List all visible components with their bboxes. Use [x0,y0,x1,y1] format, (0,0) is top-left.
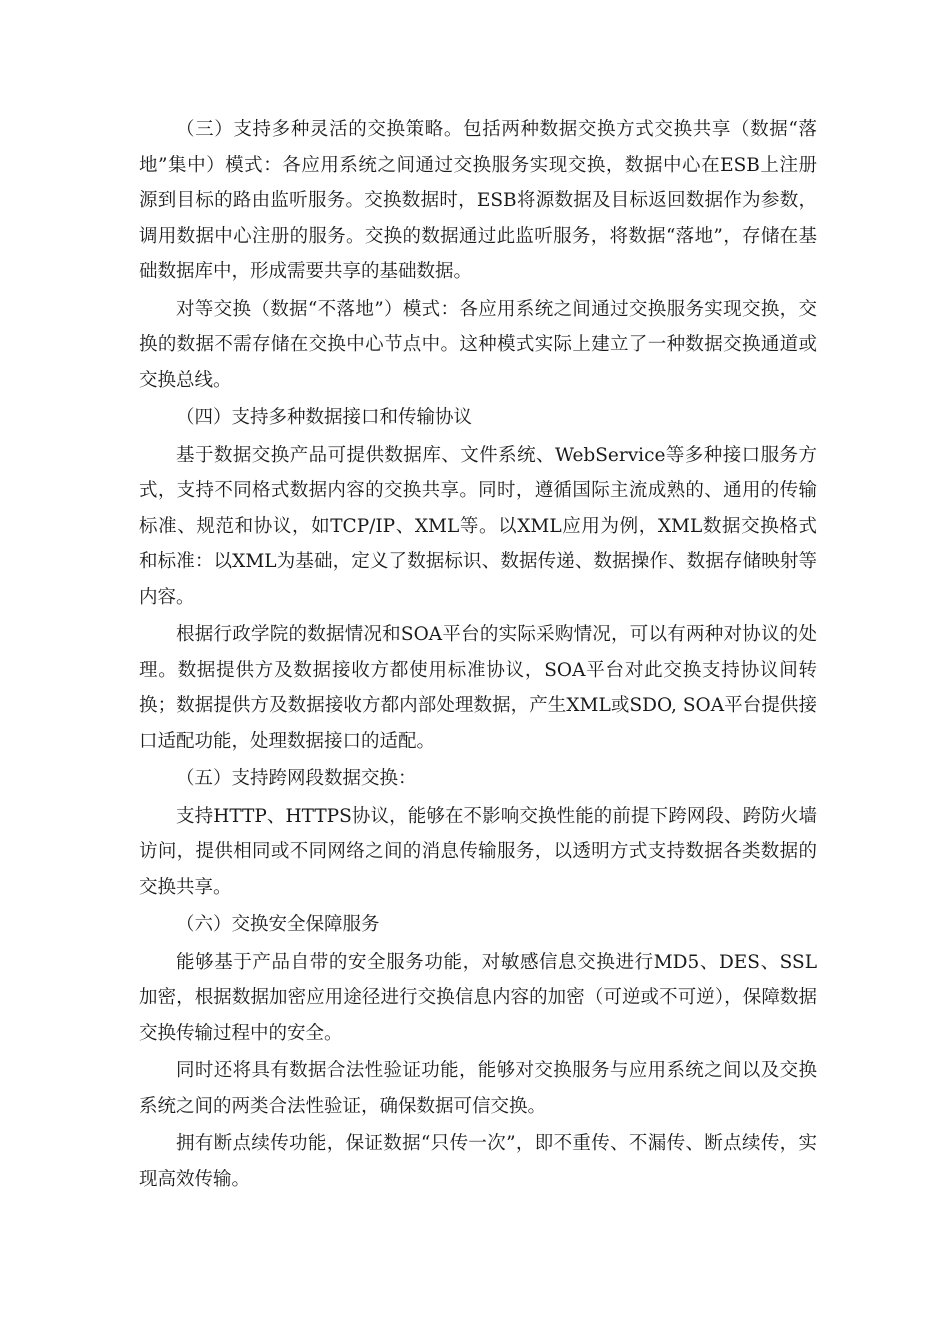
section-heading-security: （六）交换安全保障服务 [176,914,380,935]
section-heading-interfaces: （四）支持多种数据接口和传输协议 [176,407,473,428]
section-heading-cross-network: （五）支持跨网段数据交换： [176,768,417,789]
paragraph-exchange-strategy: （三）支持多种灵活的交换策略。包括两种数据交换方式交换共享（数据“落地”集中）模式：各应用系统之间通过交换服务实现交换，数据中心在ESB上注册源到目标的路由监听服务。交换数据时，ESB将源数据及目标返回数据作为参数，调用数据中心注册的服务。交换的数据通过此监听服务，将数据“落地”，存储在基础数据库中，形成需要共享的基础数据。 [139,119,817,282]
paragraph-resume-transfer: 拥有断点续传功能，保证数据“只传一次”，即不重传、不漏传、断点续传，实现高效传输。 [139,1133,817,1190]
paragraph-encryption: 能够基于产品自带的安全服务功能，对敏感信息交换进行MD5、DES、SSL加密，根据数据加密应用途径进行交换信息内容的加密（可逆或不可逆），保障数据交换传输过程中的安全。 [139,951,817,1044]
paragraph-peer-exchange: 对等交换（数据“不落地”）模式：各应用系统之间通过交换服务实现交换，交换的数据不需存储在交换中心节点中。这种模式实际上建立了一种数据交换通道或交换总线。 [139,298,817,391]
paragraph-protocol-handling: 根据行政学院的数据情况和SOA平台的实际采购情况，可以有两种对协议的处理。数据提供方及数据接收方都使用标准协议，SOA平台对此交换支持协议间转换；数据提供方及数据接收方都内部处理数据，产生XML或SDO, SOA平台提供接口适配功能，处理数据接口的适配。 [139,624,817,752]
paragraph-cross-network: 支持HTTP、HTTPS协议，能够在不影响交换性能的前提下跨网段、跨防火墙访问，提供相同或不同网络之间的消息传输服务，以透明方式支持数据各类数据的交换共享。 [139,805,817,898]
paragraph-interfaces: 基于数据交换产品可提供数据库、文件系统、WebService等多种接口服务方式，支持不同格式数据内容的交换共享。同时，遵循国际主流成熟的、通用的传输标准、规范和协议，如TCP/IP、XML等。以XML应用为例，XML数据交换格式和标准：以XML为基础，定义了数据标识、数据传递、数据操作、数据存储映射等内容。 [139,444,817,608]
document-body [139,112,817,1199]
paragraph-validation: 同时还将具有数据合法性验证功能，能够对交换服务与应用系统之间以及交换系统之间的两类合法性验证，确保数据可信交换。 [139,1060,817,1117]
